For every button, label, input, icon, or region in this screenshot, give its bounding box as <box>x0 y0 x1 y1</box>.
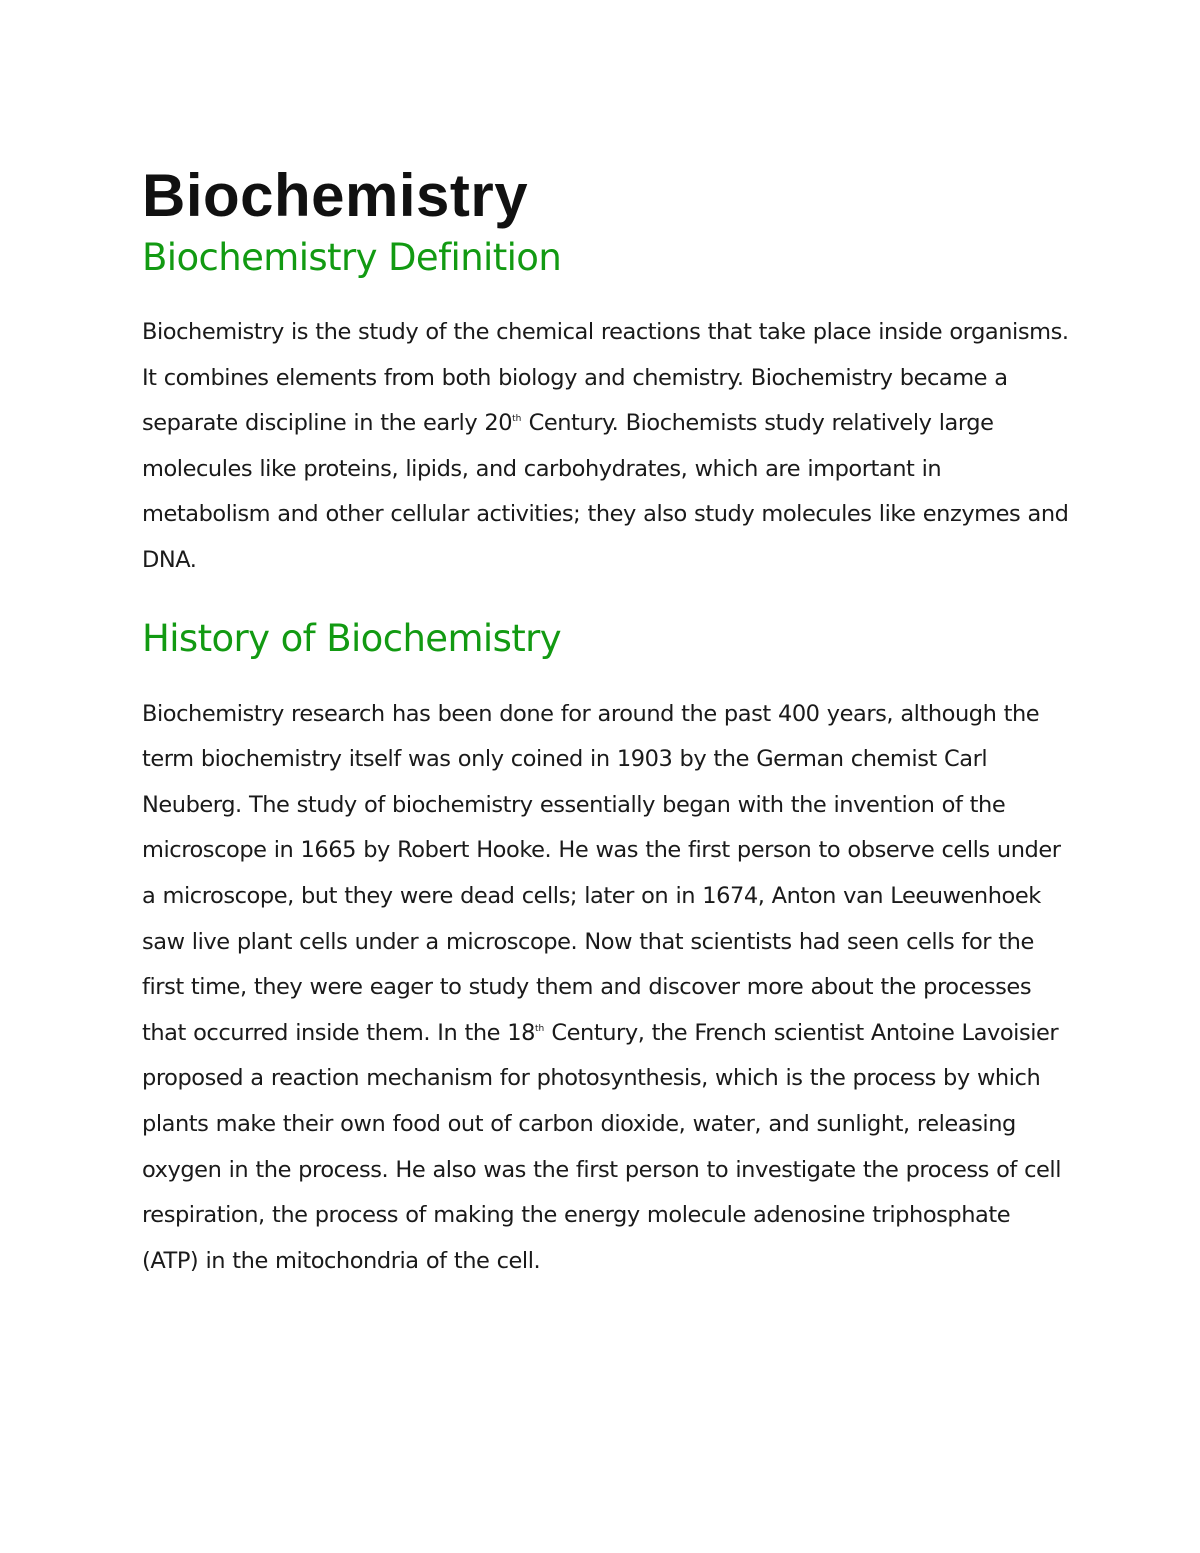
definition-text-part-1: Biochemistry is the study of the chemical reactions that take place inside organisms. It combines elements from both biology and chemistry. Biochemistry became a separate discipline in the early 20 <box>142 319 1069 437</box>
ordinal-superscript: th <box>512 414 522 425</box>
history-paragraph <box>142 692 1072 1285</box>
document-body <box>142 160 1072 1284</box>
ordinal-superscript: th <box>534 1023 545 1034</box>
document-title: Biochemistry <box>142 162 529 229</box>
section-heading-history: History of Biochemistry <box>142 616 562 660</box>
history-text-part-1: Biochemistry research has been done for around the past 400 years, although the term biochemistry itself was only coined in 1903 by the German chemist Carl Neuberg. The study of biochemistry essentially began with the invention of the microscope in 1665 by Robert Hooke. He was the first person to observe cells under a microscope, but they were dead cells; later on in 1674, Anton van Leeuwenhoek saw live plant cells under a microscope. Now that scientists had seen cells for the first time, they were eager to study them and discover more about the processes that occurred inside them. In the 18 <box>142 700 1061 1046</box>
definition-paragraph <box>142 310 1072 584</box>
history-text-part-2: Century, the French scientist Antoine Lavoisier proposed a reaction mechanism for photosynthesis, which is the process by which plants make their own food out of carbon dioxide, water, and sunlight, releasing oxygen in the process. He also was the first person to investigate the process of cell respiration, the process of making the energy molecule adenosine triphosphate (ATP) in the mitochondria of the cell. <box>142 1019 1062 1274</box>
section-heading-definition: Biochemistry Definition <box>142 236 562 279</box>
definition-text-part-2: Century. Biochemists study relatively large molecules like proteins, lipids, and carbohydrates, which are important in metabolism and other cellular activities; they also study molecules like enzymes and DNA. <box>142 410 1069 573</box>
